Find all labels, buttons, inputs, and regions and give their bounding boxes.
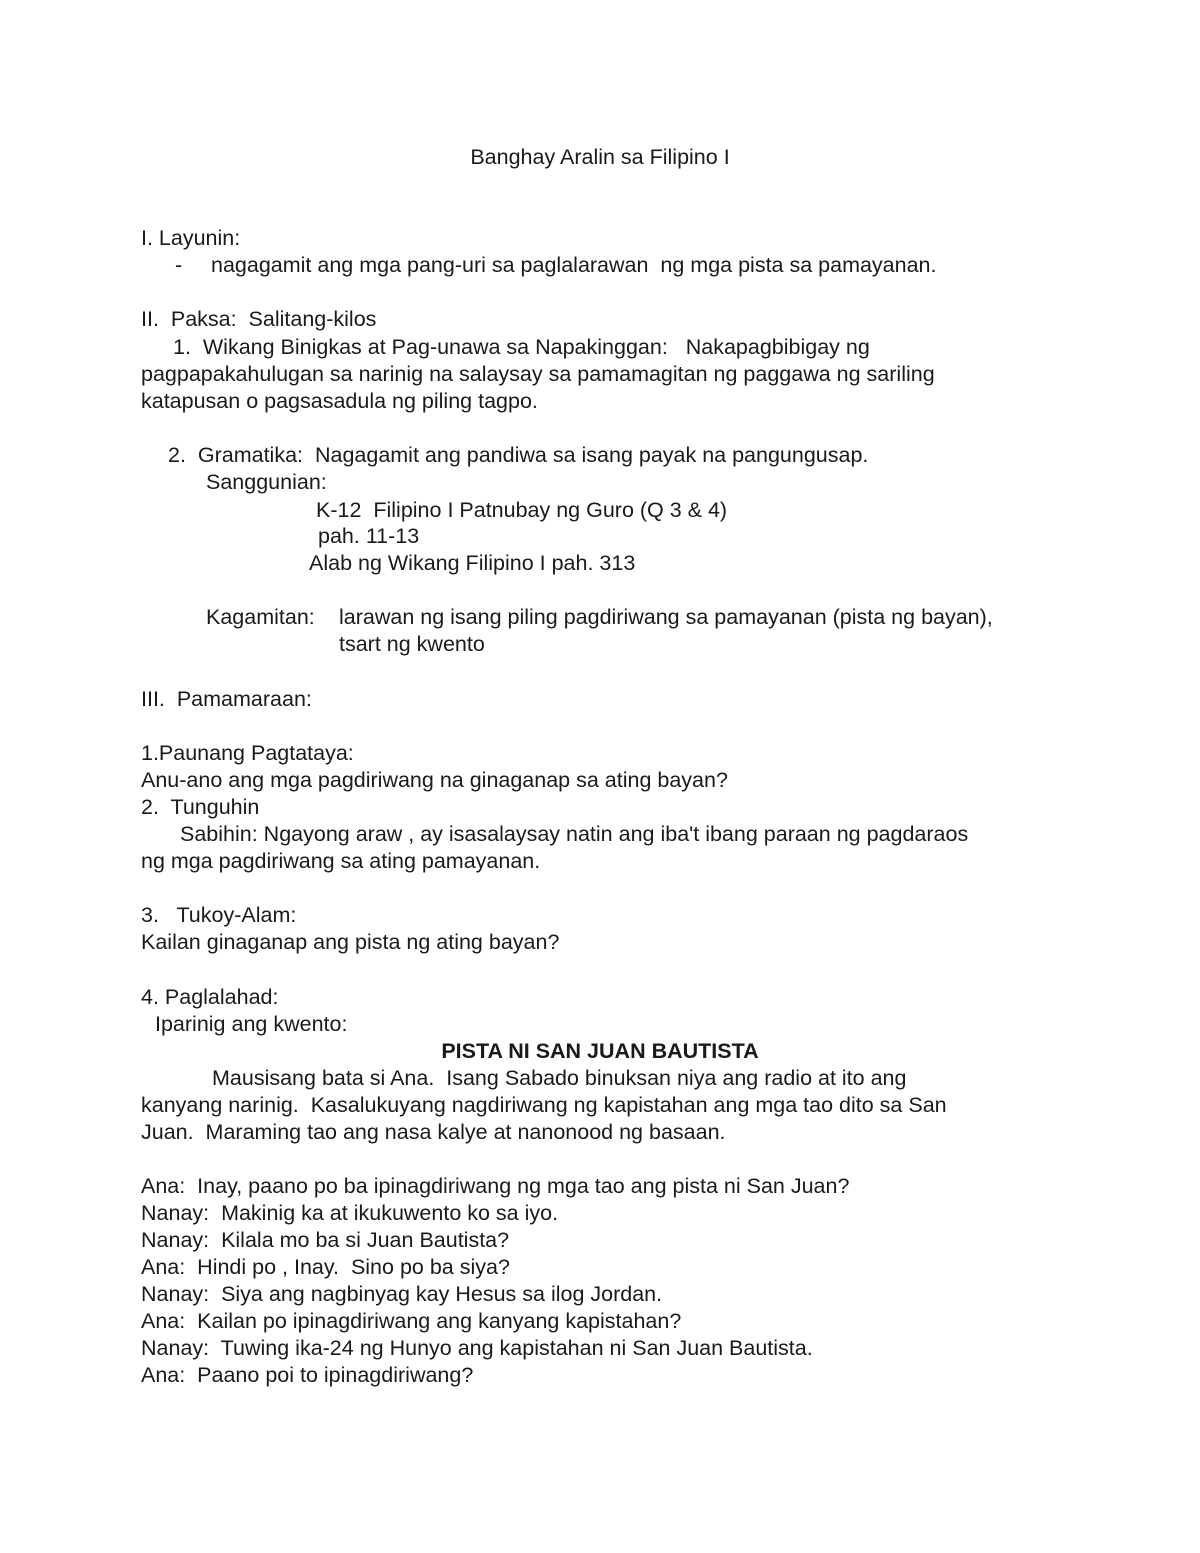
kagamitan-line: larawan ng isang piling pagdiriwang sa pamayanan (pista ng bayan), bbox=[339, 605, 993, 629]
story-paragraph-line: Juan. Maraming tao ang nasa kalye at nanonood ng basaan. bbox=[141, 1120, 726, 1144]
paksa-item1-line: pagpapakahulugan sa narinig na salaysay sa pamamagitan ng paggawa ng sariling bbox=[141, 362, 935, 386]
dialogue-line: Ana: Hindi po , Inay. Sino po ba siya? bbox=[141, 1255, 510, 1279]
paunang-text: Anu-ano ang mga pagdiriwang na ginaganap sa ating bayan? bbox=[141, 768, 728, 792]
paksa-item2: 2. Gramatika: Nagagamit ang pandiwa sa isang payak na pangungusap. bbox=[168, 443, 869, 467]
paksa-item1-line: katapusan o pagsasadula ng piling tagpo. bbox=[141, 389, 538, 413]
tukoy-text: Kailan ginaganap ang pista ng ating bayan? bbox=[141, 930, 560, 954]
dialogue-line: Nanay: Tuwing ika-24 ng Hunyo ang kapistahan ni San Juan Bautista. bbox=[141, 1336, 813, 1360]
pamamaraan-heading: III. Pamamaraan: bbox=[141, 687, 312, 711]
dialogue-line: Ana: Paano poi to ipinagdiriwang? bbox=[141, 1363, 474, 1387]
paglalahad-text: Iparinig ang kwento: bbox=[155, 1012, 348, 1036]
story-paragraph-line: kanyang narinig. Kasalukuyang nagdiriwang ng kapistahan ang mga tao dito sa San bbox=[141, 1093, 947, 1117]
sanggunian-label: Sanggunian: bbox=[206, 470, 327, 494]
tunguhin-text-line: ng mga pagdiriwang sa ating pamayanan. bbox=[141, 849, 541, 873]
story-paragraph-line: Mausisang bata si Ana. Isang Sabado binuksan niya ang radio at ito ang bbox=[212, 1066, 907, 1090]
tunguhin-text-line: Sabihin: Ngayong araw , ay isasalaysay natin ang iba't ibang paraan ng pagdaraos bbox=[180, 822, 969, 846]
paglalahad-label: 4. Paglalahad: bbox=[141, 985, 279, 1009]
layunin-bullet: - bbox=[175, 253, 183, 277]
dialogue-line: Ana: Kailan po ipinagdiriwang ang kanyang kapistahan? bbox=[141, 1309, 682, 1333]
paunang-label: 1.Paunang Pagtataya: bbox=[141, 741, 354, 765]
kagamitan-line: tsart ng kwento bbox=[339, 632, 485, 656]
tunguhin-label: 2. Tunguhin bbox=[141, 795, 260, 819]
story-title: PISTA NI SAN JUAN BAUTISTA bbox=[441, 1039, 759, 1063]
sanggunian-entry: pah. 11-13 bbox=[318, 524, 420, 548]
sanggunian-entry: K-12 Filipino I Patnubay ng Guro (Q 3 & 4) bbox=[316, 498, 728, 522]
dialogue-line: Nanay: Siya ang nagbinyag kay Hesus sa ilog Jordan. bbox=[141, 1282, 663, 1306]
dialogue-line: Nanay: Makinig ka at ikukuwento ko sa iyo. bbox=[141, 1201, 559, 1225]
paksa-item1-line: 1. Wikang Binigkas at Pag-unawa sa Napakinggan: Nakapagbibigay ng bbox=[173, 335, 870, 359]
document-title: Banghay Aralin sa Filipino I bbox=[470, 145, 730, 169]
kagamitan-label: Kagamitan: bbox=[206, 605, 315, 629]
tukoy-label: 3. Tukoy-Alam: bbox=[141, 903, 297, 927]
sanggunian-entry: Alab ng Wikang Filipino I pah. 313 bbox=[309, 551, 636, 575]
paksa-heading: II. Paksa: Salitang-kilos bbox=[141, 307, 377, 331]
dialogue-line: Ana: Inay, paano po ba ipinagdiriwang ng mga tao ang pista ni San Juan? bbox=[141, 1174, 850, 1198]
dialogue-line: Nanay: Kilala mo ba si Juan Bautista? bbox=[141, 1228, 510, 1252]
layunin-heading: I. Layunin: bbox=[141, 226, 241, 250]
layunin-item: nagagamit ang mga pang-uri sa paglalarawan ng mga pista sa pamayanan. bbox=[211, 253, 937, 277]
